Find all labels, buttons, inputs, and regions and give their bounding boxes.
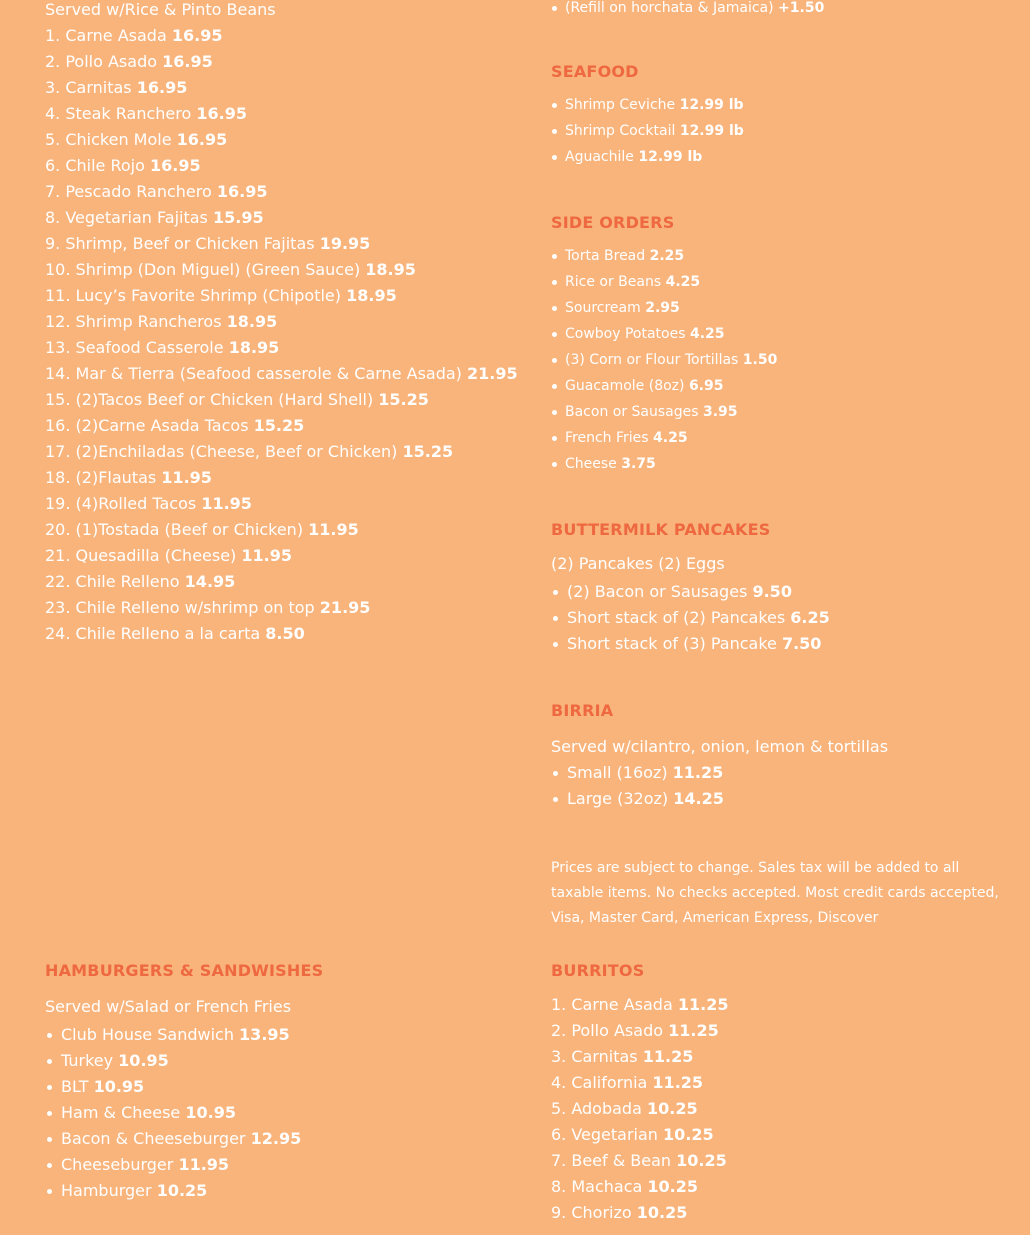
list-item: Club House Sandwich 13.95: [45, 1022, 515, 1048]
price-notice: Prices are subject to change. Sales tax will be added to all taxable items. No checks accepted. Most credit cards accepted, Visa, Master Card, American Express, Discover: [551, 860, 999, 926]
list-item: BLT 10.95: [45, 1074, 515, 1100]
list-item: 5. Chicken Mole 16.95: [45, 130, 228, 149]
hamburgers-list: [45, 1022, 515, 1204]
list-item: 6. Chile Rojo 16.95: [45, 156, 201, 175]
list-item: 24. Chile Relleno a la carta 8.50: [45, 624, 305, 643]
list-item: 21. Quesadilla (Cheese) 11.95: [45, 546, 292, 565]
list-item: 9. Chorizo 10.25: [551, 1203, 688, 1222]
hamburgers-section: [45, 960, 515, 1204]
list-item: Small (16oz) 11.25: [551, 760, 1001, 786]
seafood-section: [551, 61, 1001, 170]
drinks-list: [551, 0, 1001, 21]
list-item: 3. Carnitas 16.95: [45, 78, 188, 97]
list-item: Ham & Cheese 10.95: [45, 1100, 515, 1126]
list-item: (2) Bacon or Sausages 9.50: [551, 579, 1001, 605]
birria-subtitle: Served w/cilantro, onion, lemon & tortillas: [551, 737, 889, 756]
list-item: 4. California 11.25: [551, 1073, 704, 1092]
list-item: Aguachile 12.99 lb: [551, 144, 1001, 170]
list-item: 20. (1)Tostada (Beef or Chicken) 11.95: [45, 520, 359, 539]
list-item: Cheeseburger 11.95: [45, 1152, 515, 1178]
list-item: 1. Carne Asada 11.25: [551, 995, 729, 1014]
list-item: Turkey 10.95: [45, 1048, 515, 1074]
list-item: Cheese 3.75: [551, 451, 1001, 477]
list-item: (Refill on horchata & Jamaica) +1.50: [551, 0, 1001, 21]
list-item: Shrimp Cocktail 12.99 lb: [551, 118, 1001, 144]
list-item: French Fries 4.25: [551, 425, 1001, 451]
combos-list: [45, 23, 518, 647]
list-item: 6. Vegetarian 10.25: [551, 1125, 714, 1144]
list-item: Bacon or Sausages 3.95: [551, 399, 1001, 425]
burritos-section: [551, 960, 1001, 1226]
list-item: 4. Steak Ranchero 16.95: [45, 104, 247, 123]
list-item: 5. Adobada 10.25: [551, 1099, 698, 1118]
list-item: 2. Pollo Asado 11.25: [551, 1021, 719, 1040]
list-item: 9. Shrimp, Beef or Chicken Fajitas 19.95: [45, 234, 371, 253]
sides-heading: SIDE ORDERS: [551, 213, 675, 232]
pancakes-list: [551, 579, 1001, 657]
seafood-list: [551, 92, 1001, 170]
list-item: Large (32oz) 14.25: [551, 786, 1001, 812]
list-item: 8. Machaca 10.25: [551, 1177, 699, 1196]
list-item: Bacon & Cheeseburger 12.95: [45, 1126, 515, 1152]
combos-section: [45, 0, 518, 647]
list-item: Shrimp Ceviche 12.99 lb: [551, 92, 1001, 118]
list-item: Torta Bread 2.25: [551, 243, 1001, 269]
list-item: Cowboy Potatoes 4.25: [551, 321, 1001, 347]
list-item: 23. Chile Relleno w/shrimp on top 21.95: [45, 598, 371, 617]
sides-list: [551, 243, 1001, 477]
list-item: 14. Mar & Tierra (Seafood casserole & Carne Asada) 21.95: [45, 364, 518, 383]
list-item: 22. Chile Relleno 14.95: [45, 572, 236, 591]
list-item: 17. (2)Enchiladas (Cheese, Beef or Chicken) 15.25: [45, 442, 454, 461]
list-item: 11. Lucy’s Favorite Shrimp (Chipotle) 18.95: [45, 286, 397, 305]
list-item: Rice or Beans 4.25: [551, 269, 1001, 295]
list-item: (3) Corn or Flour Tortillas 1.50: [551, 347, 1001, 373]
pancakes-heading: BUTTERMILK PANCAKES: [551, 520, 771, 539]
list-item: 2. Pollo Asado 16.95: [45, 52, 213, 71]
combos-subtitle: Served w/Rice & Pinto Beans: [45, 0, 276, 19]
list-item: 12. Shrimp Rancheros 18.95: [45, 312, 278, 331]
pancakes-section: [551, 519, 1001, 657]
seafood-heading: SEAFOOD: [551, 62, 639, 81]
list-item: 8. Vegetarian Fajitas 15.95: [45, 208, 264, 227]
list-item: 15. (2)Tacos Beef or Chicken (Hard Shell) 15.25: [45, 390, 429, 409]
list-item: 19. (4)Rolled Tacos 11.95: [45, 494, 252, 513]
list-item: Short stack of (3) Pancake 7.50: [551, 631, 1001, 657]
burritos-heading: BURRITOS: [551, 961, 645, 980]
birria-list: [551, 760, 1001, 812]
list-item: 18. (2)Flautas 11.95: [45, 468, 212, 487]
drinks-section: [551, 0, 1001, 21]
list-item: 16. (2)Carne Asada Tacos 15.25: [45, 416, 305, 435]
hamburgers-subtitle: Served w/Salad or French Fries: [45, 997, 292, 1016]
list-item: Hamburger 10.25: [45, 1178, 515, 1204]
sides-section: [551, 212, 1001, 477]
list-item: 13. Seafood Casserole 18.95: [45, 338, 280, 357]
list-item: 7. Pescado Ranchero 16.95: [45, 182, 268, 201]
list-item: Sourcream 2.95: [551, 295, 1001, 321]
list-item: 10. Shrimp (Don Miguel) (Green Sauce) 18.95: [45, 260, 416, 279]
burritos-list: [551, 992, 1001, 1226]
birria-section: [551, 700, 1001, 812]
list-item: 3. Carnitas 11.25: [551, 1047, 694, 1066]
list-item: 1. Carne Asada 16.95: [45, 26, 223, 45]
birria-heading: BIRRIA: [551, 701, 614, 720]
hamburgers-heading: HAMBURGERS & SANDWISHES: [45, 961, 324, 980]
list-item: 7. Beef & Bean 10.25: [551, 1151, 727, 1170]
list-item: Short stack of (2) Pancakes 6.25: [551, 605, 1001, 631]
pancakes-subtitle: (2) Pancakes (2) Eggs: [551, 554, 725, 573]
list-item: Guacamole (8oz) 6.95: [551, 373, 1001, 399]
